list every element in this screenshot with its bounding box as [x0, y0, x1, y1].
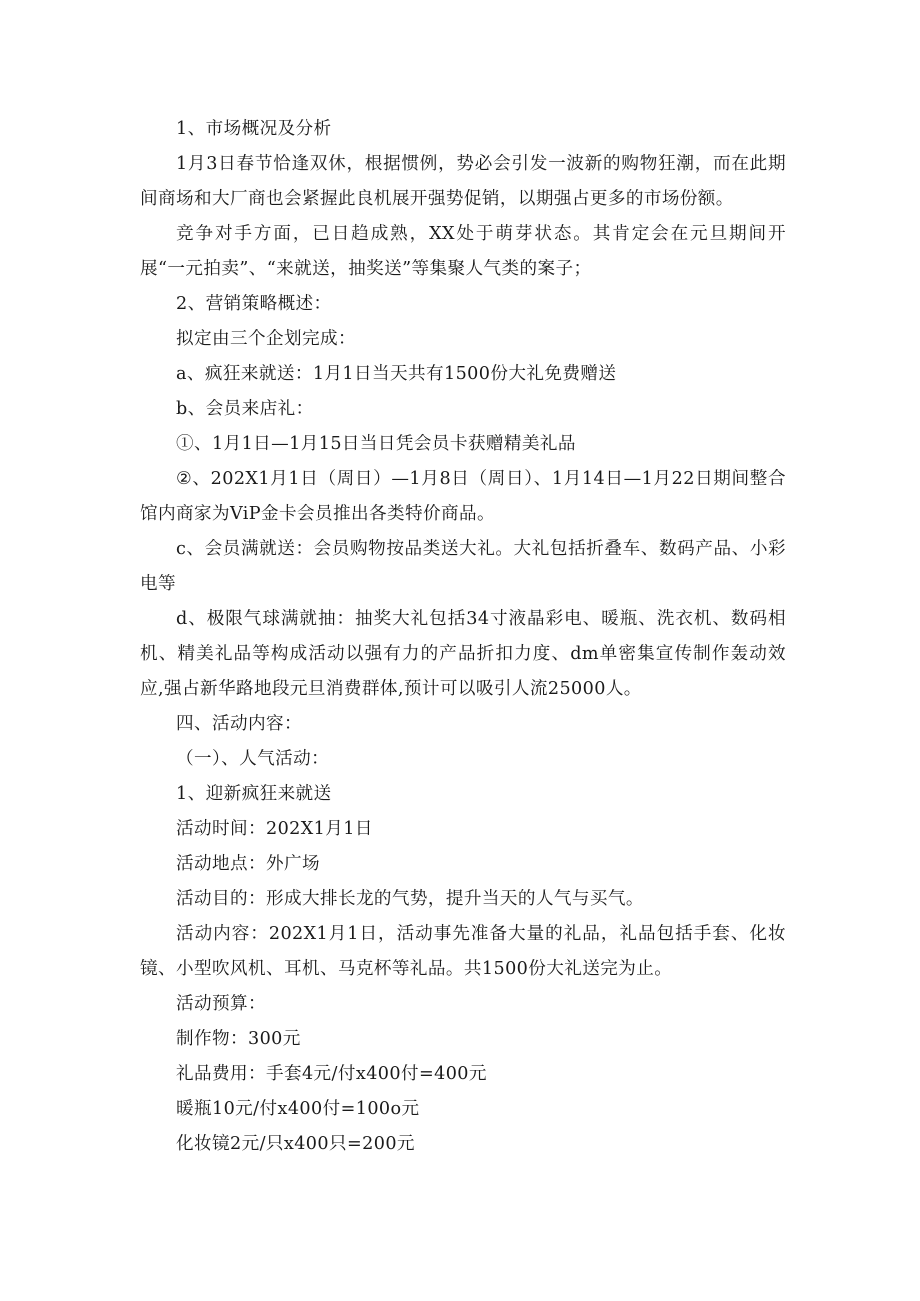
activity-time: 活动时间：202X1月1日 [176, 819, 373, 839]
paragraph-competitors: 竞争对手方面，已日趋成熟，XX处于萌芽状态。其肯定会在元旦期间开展“一元拍卖”、“来就送，抽奖送”等集聚人气类的案子； [140, 224, 786, 279]
section-heading-strategy: 2、营销策略概述： [176, 294, 332, 314]
list-item-b: b、会员来店礼： [176, 399, 314, 419]
budget-item-gloves: 礼品费用：手套4元/付x400付=400元 [176, 1064, 487, 1084]
paragraph-market-overview: 1月3日春节恰逢双休，根据惯例，势必会引发一波新的购物狂潮，而在此期间商场和大厂商也会紧握此良机展开强势促销，以期强占更多的市场份额。 [140, 154, 786, 209]
budget-item-materials: 制作物：300元 [176, 1029, 301, 1049]
budget-item-mirror: 化妆镜2元/只x400只=200元 [176, 1134, 415, 1154]
activity-title: 1、迎新疯狂来就送 [176, 784, 332, 804]
section-heading-market: 1、市场概况及分析 [176, 119, 332, 139]
activity-budget-heading: 活动预算： [176, 994, 266, 1014]
list-item-b1: ①、1月1日—1月15日当日凭会员卡获赠精美礼品 [176, 434, 576, 454]
list-item-a: a、疯狂来就送：1月1日当天共有1500份大礼免费赠送 [176, 364, 617, 384]
budget-item-thermos: 暖瓶10元/付x400付=100o元 [176, 1099, 420, 1119]
activity-purpose: 活动目的：形成大排长龙的气势，提升当天的人气与买气。 [176, 889, 644, 909]
activity-location: 活动地点：外广场 [176, 854, 320, 874]
subsection-heading-popularity: （一）、人气活动： [176, 749, 330, 769]
section-heading-activities: 四、活动内容： [176, 714, 302, 734]
activity-content: 活动内容：202X1月1日，活动事先准备大量的礼品，礼品包括手套、化妆镜、小型吹风机、耳机、马克杯等礼品。共1500份大礼送完为止。 [140, 924, 786, 979]
paragraph-plan-intro: 拟定由三个企划完成： [176, 329, 356, 349]
list-item-d: d、极限气球满就抽：抽奖大礼包括34寸液晶彩电、暖瓶、洗衣机、数码相机、精美礼品等构成活动以强有力的产品折扣力度、dm单密集宣传制作轰动效应,强占新华路地段元旦消费群体,预计可以吸引人流25000人。 [140, 609, 786, 699]
list-item-b2: ②、202X1月1日（周日）—1月8日（周日）、1月14日—1月22日期间整合馆内商家为ViP金卡会员推出各类特价商品。 [140, 469, 786, 524]
document-body [140, 112, 786, 1162]
list-item-c: c、会员满就送：会员购物按品类送大礼。大礼包括折叠车、数码产品、小彩电等 [140, 539, 786, 594]
